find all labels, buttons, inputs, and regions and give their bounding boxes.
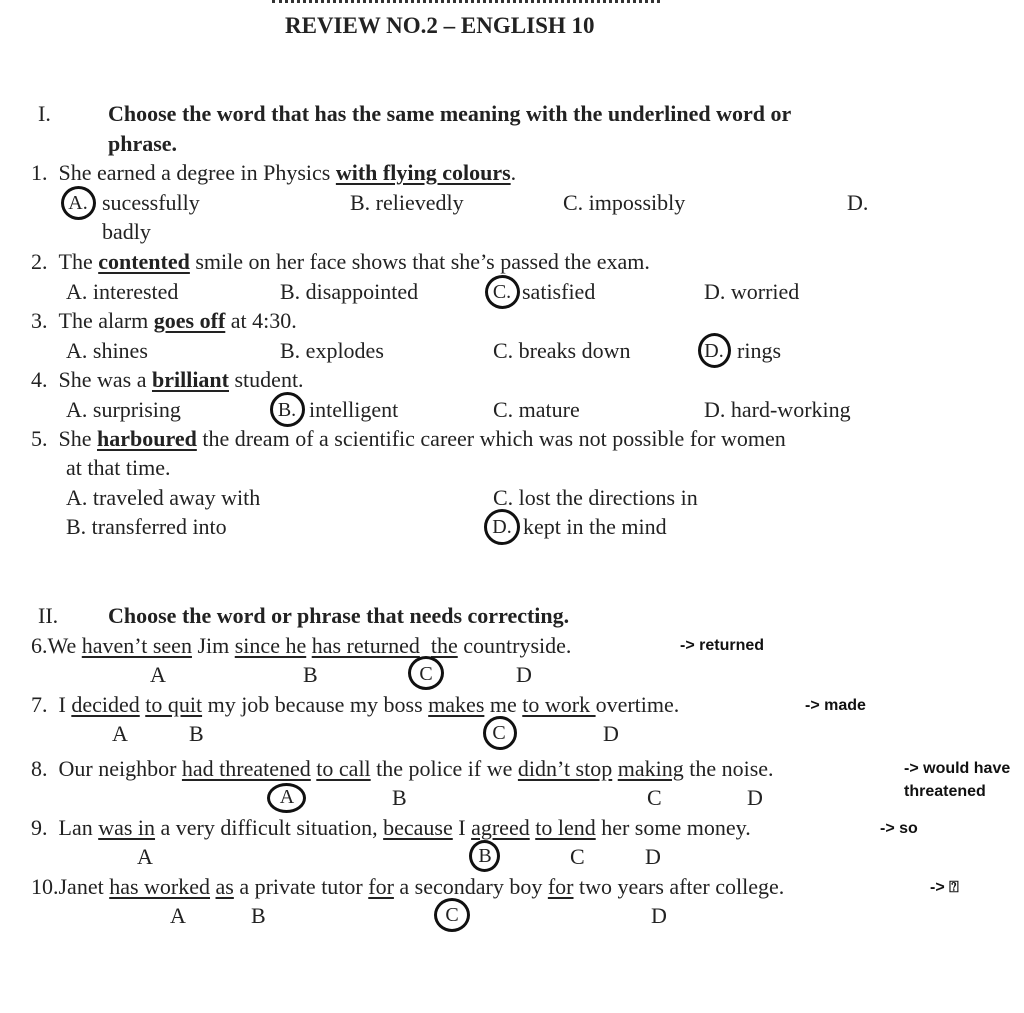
answer-circle-q6 <box>408 656 444 690</box>
option-c-underline: didn’t stop <box>517 756 613 781</box>
answer-circle-q8 <box>267 783 306 813</box>
q8-label-d: D <box>747 785 763 810</box>
q3-option-b: B. explodes <box>280 338 384 363</box>
q1-option-b: B. relievedly <box>350 190 464 215</box>
q2-option-c: satisfied <box>522 279 596 304</box>
q4-option-b-letter: B. <box>277 399 297 421</box>
section2-number: II. <box>38 603 59 628</box>
q9-label-b: B <box>478 845 492 867</box>
section1-number: I. <box>38 101 51 126</box>
q4-option-b: intelligent <box>309 397 399 422</box>
option-a-underline: haven’t seen <box>81 633 192 658</box>
section2-instruction: Choose the word or phrase that needs correcting. <box>108 603 570 628</box>
q6-label-d: D <box>516 662 532 687</box>
q5-option-d: kept in the mind <box>523 514 667 539</box>
q6-label-c: C <box>419 663 433 685</box>
q10-correction: -> ⍰ <box>930 879 959 896</box>
q7-label-a: A <box>112 721 128 746</box>
q10-label-b: B <box>251 903 266 928</box>
q6-correction: -> returned <box>680 637 765 654</box>
question-1-stem: 1. She earned a degree in Physics with flying colours. <box>31 160 517 185</box>
answer-circle-q5 <box>484 509 520 545</box>
q7-label-d: D <box>603 721 619 746</box>
option-d-underline: the <box>430 633 458 658</box>
q10-label-a: A <box>170 903 186 928</box>
q8-label-a: A <box>279 786 295 808</box>
q9-label-c: C <box>570 844 585 869</box>
q7-label-c: C <box>492 722 506 744</box>
answer-circle-q7 <box>483 716 517 750</box>
underlined-phrase: harboured <box>97 426 197 451</box>
q2-option-a: A. interested <box>66 279 179 304</box>
underlined-phrase: goes off <box>153 308 226 333</box>
q8-correction-line1: -> would have <box>904 760 1011 777</box>
q5-option-c: C. lost the directions in <box>493 485 698 510</box>
q5-option-b: B. transferred into <box>66 514 227 539</box>
answer-circle-q3 <box>698 333 731 368</box>
underlined-phrase: with flying colours <box>335 160 511 185</box>
option-a-underline: had threatened <box>181 756 311 781</box>
question-9-sentence: 9. Lan was in a very difficult situation, because I agreed to lend her some money. <box>31 815 751 840</box>
q10-label-c: C <box>445 904 459 926</box>
answer-circle-q2 <box>485 275 520 309</box>
option-d-underline: to lend <box>535 815 596 840</box>
question-3-stem: 3. The alarm goes off at 4:30. <box>31 308 297 333</box>
option-c-underline: for <box>368 874 394 899</box>
question-8-sentence: 8. Our neighbor had threatened to call the police if we didn’t stop making the noise. <box>31 756 774 781</box>
q7-label-b: B <box>189 721 204 746</box>
option-b-underline: as <box>215 874 234 899</box>
q7-correction: -> made <box>805 697 866 714</box>
q1-option-c: C. impossibly <box>563 190 686 215</box>
q2-option-c-letter: C. <box>492 281 512 303</box>
q4-option-c: C. mature <box>493 397 580 422</box>
question-10-sentence: 10.Janet has worked as a private tutor for a secondary boy for two years after college. <box>31 874 785 899</box>
q4-option-a: A. surprising <box>66 397 181 422</box>
q6-label-b: B <box>303 662 318 687</box>
q1-option-a-letter: A. <box>68 192 88 214</box>
question-5-stem: 5. She harboured the dream of a scientific career which was not possible for women <box>31 426 786 451</box>
option-b-underline: because <box>383 815 453 840</box>
option-d-underline: for <box>547 874 574 899</box>
q3-option-c: C. breaks down <box>493 338 631 363</box>
question-4-stem: 4. She was a brilliant student. <box>31 367 304 392</box>
section1-instruction-line2: phrase. <box>108 131 178 156</box>
answer-circle-q1 <box>61 186 96 220</box>
option-d-underline: to work <box>522 692 596 717</box>
q5-option-d-letter: D. <box>492 516 512 538</box>
q2-option-d: D. worried <box>704 279 800 304</box>
q3-option-a: A. shines <box>66 338 148 363</box>
option-a-underline: has worked <box>109 874 211 899</box>
q9-label-d: D <box>645 844 661 869</box>
answer-circle-q9 <box>469 840 500 872</box>
q4-option-d: D. hard-working <box>704 397 851 422</box>
q2-option-b: B. disappointed <box>280 279 419 304</box>
option-b-underline: to call <box>316 756 371 781</box>
q1-option-d: D. <box>847 190 869 215</box>
underlined-phrase: brilliant <box>151 367 229 392</box>
q9-label-a: A <box>137 844 153 869</box>
answer-circle-q4 <box>270 392 305 427</box>
option-c-underline: makes <box>428 692 485 717</box>
q5-option-a: A. traveled away with <box>66 485 261 510</box>
section1-instruction-line1: Choose the word that has the same meaning with the underlined word or <box>108 101 792 126</box>
top-dotted-name-line <box>272 0 660 8</box>
q10-label-d: D <box>651 903 667 928</box>
q8-correction-line2: threatened <box>904 783 986 800</box>
option-b-underline: since he <box>234 633 307 658</box>
option-b-underline: to quit <box>145 692 203 717</box>
question-6-sentence: 6.We haven’t seen Jim since he has returned the countryside. <box>31 633 572 658</box>
q8-label-c: C <box>647 785 662 810</box>
question-7-sentence: 7. I decided to quit my job because my boss makes me to work overtime. <box>31 692 680 717</box>
page-title: REVIEW NO.2 – ENGLISH 10 <box>285 13 595 38</box>
q8-label-b: B <box>392 785 407 810</box>
option-c-underline: agreed <box>471 815 530 840</box>
question-5-stem-line2: at that time. <box>66 455 171 480</box>
q1-option-a: sucessfully <box>102 190 200 215</box>
q3-option-d-letter: D. <box>704 340 724 362</box>
answer-circle-q10 <box>434 898 470 932</box>
option-a-underline: was in <box>98 815 156 840</box>
q3-option-d: rings <box>737 338 781 363</box>
option-d-underline: making <box>617 756 684 781</box>
question-2-stem: 2. The contented smile on her face shows that she’s passed the exam. <box>31 249 650 274</box>
option-a-underline: decided <box>71 692 140 717</box>
q1-option-d-text: badly <box>102 219 151 244</box>
q6-label-a: A <box>150 662 166 687</box>
option-c-underline: has returned <box>311 633 420 658</box>
underlined-phrase: contented <box>98 249 190 274</box>
q9-correction: -> so <box>880 820 918 837</box>
